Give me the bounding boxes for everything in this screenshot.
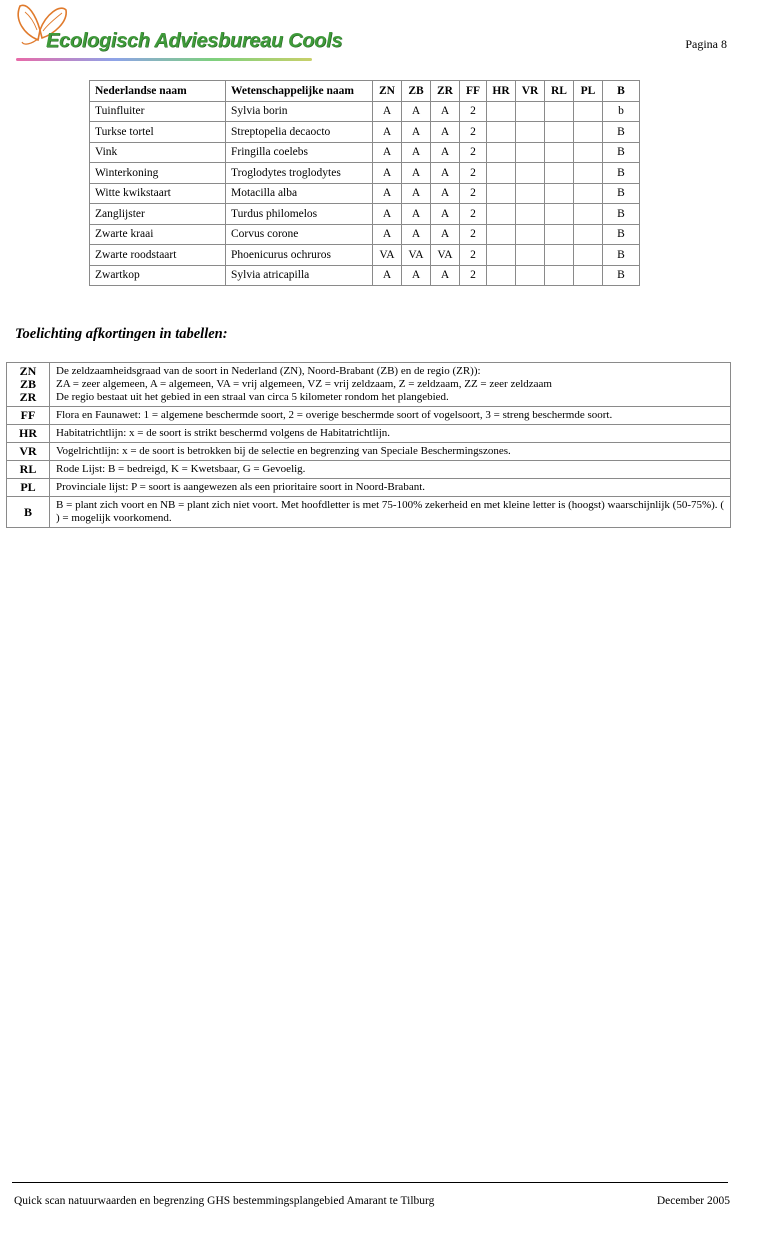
status-cell: A (373, 122, 402, 143)
status-cell: A (373, 142, 402, 163)
abbreviation-label: ZB (19, 377, 36, 391)
dutch-name-cell: Tuinfluiter (90, 101, 226, 122)
table-row (90, 183, 640, 204)
status-cell (574, 101, 603, 122)
status-cell: B (603, 122, 640, 143)
status-cell (516, 122, 545, 143)
column-header: RL (545, 81, 574, 102)
legend-description (50, 443, 731, 461)
legend-abbreviation (7, 443, 50, 461)
status-cell (516, 142, 545, 163)
dutch-name-cell: Zwarte kraai (90, 224, 226, 245)
abbreviation-label: PL (20, 480, 36, 494)
legend-description (50, 407, 731, 425)
status-cell: A (402, 224, 431, 245)
status-cell (545, 101, 574, 122)
table-row (90, 265, 640, 286)
species-table (89, 80, 640, 286)
status-cell (487, 245, 516, 266)
status-cell (487, 163, 516, 184)
status-cell: A (402, 122, 431, 143)
legend-abbreviation (7, 461, 50, 479)
status-cell: A (373, 204, 402, 225)
status-cell: 2 (460, 142, 487, 163)
scientific-name-cell: Turdus philomelos (226, 204, 373, 225)
dutch-name-cell: Witte kwikstaart (90, 183, 226, 204)
status-cell: VA (431, 245, 460, 266)
status-cell (574, 245, 603, 266)
status-cell: A (431, 204, 460, 225)
status-cell: A (402, 183, 431, 204)
legend-description (50, 363, 731, 407)
status-cell: A (402, 204, 431, 225)
status-cell: 2 (460, 122, 487, 143)
description-line: ZA = zeer algemeen, A = algemeen, VA = vrij algemeen, VZ = vrij zeldzaam, Z = zeldzaam, ZZ = zeer zeldzaam (56, 378, 552, 390)
status-cell (574, 265, 603, 286)
legend-table (6, 362, 731, 528)
abbreviation-label: FF (20, 408, 36, 422)
page-number: Pagina 8 (685, 37, 727, 51)
status-cell: A (373, 265, 402, 286)
status-cell: B (603, 142, 640, 163)
scientific-name-cell: Fringilla coelebs (226, 142, 373, 163)
logo-underline (16, 58, 312, 61)
table-row (90, 163, 640, 184)
scientific-name-cell: Streptopelia decaocto (226, 122, 373, 143)
status-cell (516, 204, 545, 225)
abbreviation-label: RL (19, 462, 37, 476)
status-cell: A (402, 142, 431, 163)
footer-date: December 2005 (656, 1195, 730, 1207)
status-cell: 2 (460, 224, 487, 245)
legend-abbreviation (7, 363, 50, 407)
description-line: De regio bestaat uit het gebied in een straal van circa 5 kilometer rondom het plangebied. (56, 391, 449, 403)
status-cell (545, 224, 574, 245)
status-cell: B (603, 204, 640, 225)
status-cell: A (431, 142, 460, 163)
scientific-name-cell: Motacilla alba (226, 183, 373, 204)
footer-document-title: Quick scan natuurwaarden en begrenzing GHS bestemmingsplangebied Amarant te Tilburg (14, 1195, 435, 1207)
status-cell: 2 (460, 163, 487, 184)
status-cell: A (373, 224, 402, 245)
status-cell (574, 142, 603, 163)
legend-row (7, 443, 731, 461)
scientific-name-cell: Sylvia borin (226, 101, 373, 122)
status-cell (487, 101, 516, 122)
status-cell (487, 265, 516, 286)
status-cell (545, 163, 574, 184)
table-row (90, 204, 640, 225)
status-cell: 2 (460, 183, 487, 204)
status-cell: 2 (460, 204, 487, 225)
column-header: ZR (431, 81, 460, 102)
status-cell: A (431, 265, 460, 286)
table-row (90, 245, 640, 266)
status-cell: A (402, 101, 431, 122)
legend-title: Toelichting afkortingen in tabellen: (15, 326, 228, 342)
description-line: Flora en Faunawet: 1 = algemene beschermde soort, 2 = overige beschermde soort of vogelsoort, 3 = streng beschermde soort. (56, 409, 613, 421)
description-line: De zeldzaamheidsgraad van de soort in Nederland (ZN), Noord-Brabant (ZB) en de regio (ZR)): (56, 365, 481, 377)
legend-description (50, 479, 731, 497)
status-cell (516, 101, 545, 122)
dutch-name-cell: Turkse tortel (90, 122, 226, 143)
status-cell: A (373, 101, 402, 122)
column-header: HR (487, 81, 516, 102)
status-cell (574, 183, 603, 204)
table-row (90, 122, 640, 143)
legend-description (50, 497, 731, 528)
dutch-name-cell: Zwarte roodstaart (90, 245, 226, 266)
status-cell (487, 142, 516, 163)
footer-divider (12, 1182, 728, 1183)
status-cell (545, 142, 574, 163)
column-header: Wetenschappelijke naam (226, 81, 373, 102)
legend-row (7, 497, 731, 528)
scientific-name-cell: Phoenicurus ochruros (226, 245, 373, 266)
scientific-name-cell: Troglodytes troglodytes (226, 163, 373, 184)
status-cell (487, 183, 516, 204)
status-cell: B (603, 245, 640, 266)
status-cell: VA (373, 245, 402, 266)
status-cell: b (603, 101, 640, 122)
status-cell (516, 163, 545, 184)
abbreviation-label: B (23, 504, 32, 519)
status-cell: B (603, 183, 640, 204)
dutch-name-cell: Zwartkop (90, 265, 226, 286)
status-cell (516, 183, 545, 204)
company-logo (10, 0, 343, 66)
status-cell: A (431, 224, 460, 245)
scientific-name-cell: Sylvia atricapilla (226, 265, 373, 286)
status-cell: B (603, 265, 640, 286)
legend-row (7, 363, 731, 407)
status-cell (574, 204, 603, 225)
status-cell (574, 122, 603, 143)
status-cell: A (431, 101, 460, 122)
table-row (90, 142, 640, 163)
status-cell: A (431, 163, 460, 184)
column-header: VR (516, 81, 545, 102)
description-line: Provinciale lijst: P = soort is aangewezen als een prioritaire soort in Noord-Brabant. (56, 481, 426, 493)
abbreviation-label: VR (19, 444, 37, 458)
description-line: Vogelrichtlijn: x = de soort is betrokken bij de selectie en begrenzing van Speciale Beschermingszones. (56, 445, 511, 457)
column-header: FF (460, 81, 487, 102)
column-header: B (603, 81, 640, 102)
status-cell (487, 224, 516, 245)
column-header: ZB (402, 81, 431, 102)
column-header: ZN (373, 81, 402, 102)
description-line: Rode Lijst: B = bedreigd, K = Kwetsbaar, G = Gevoelig. (56, 463, 306, 475)
status-cell (545, 245, 574, 266)
table-header-row (90, 81, 640, 102)
description-line: B = plant zich voort en NB = plant zich niet voort. Met hoofdletter is met 75-100% zekerheid en met kleine letter is (hoogst) waarschijnlijk (50-75%). ( ) = mogelijk voorkomend. (56, 499, 724, 524)
status-cell: 2 (460, 245, 487, 266)
legend-row (7, 461, 731, 479)
scientific-name-cell: Corvus corone (226, 224, 373, 245)
legend-description (50, 425, 731, 443)
status-cell: A (402, 163, 431, 184)
legend-abbreviation (7, 497, 50, 528)
status-cell: A (431, 122, 460, 143)
column-header: Nederlandse naam (90, 81, 226, 102)
status-cell (487, 122, 516, 143)
legend-abbreviation (7, 407, 50, 425)
status-cell: A (373, 163, 402, 184)
status-cell (516, 245, 545, 266)
status-cell: B (603, 163, 640, 184)
description-line: Habitatrichtlijn: x = de soort is strikt beschermd volgens de Habitatrichtlijn. (56, 427, 390, 439)
status-cell (545, 122, 574, 143)
legend-description (50, 461, 731, 479)
status-cell (545, 183, 574, 204)
status-cell: 2 (460, 265, 487, 286)
table-row (90, 101, 640, 122)
abbreviation-label: ZR (19, 390, 37, 404)
status-cell (574, 163, 603, 184)
logo-text: Ecologisch Adviesbureau Cools (46, 30, 343, 52)
status-cell (516, 224, 545, 245)
legend-row (7, 479, 731, 497)
status-cell: VA (402, 245, 431, 266)
legend-row (7, 425, 731, 443)
status-cell (545, 204, 574, 225)
dutch-name-cell: Vink (90, 142, 226, 163)
abbreviation-label: HR (19, 426, 37, 440)
status-cell (545, 265, 574, 286)
table-row (90, 224, 640, 245)
dutch-name-cell: Winterkoning (90, 163, 226, 184)
status-cell (574, 224, 603, 245)
status-cell: A (402, 265, 431, 286)
status-cell: A (373, 183, 402, 204)
status-cell (516, 265, 545, 286)
column-header: PL (574, 81, 603, 102)
status-cell: A (431, 183, 460, 204)
legend-row (7, 407, 731, 425)
status-cell: B (603, 224, 640, 245)
abbreviation-label: ZN (19, 364, 37, 378)
status-cell (487, 204, 516, 225)
dutch-name-cell: Zanglijster (90, 204, 226, 225)
legend-abbreviation (7, 479, 50, 497)
status-cell: 2 (460, 101, 487, 122)
legend-abbreviation (7, 425, 50, 443)
